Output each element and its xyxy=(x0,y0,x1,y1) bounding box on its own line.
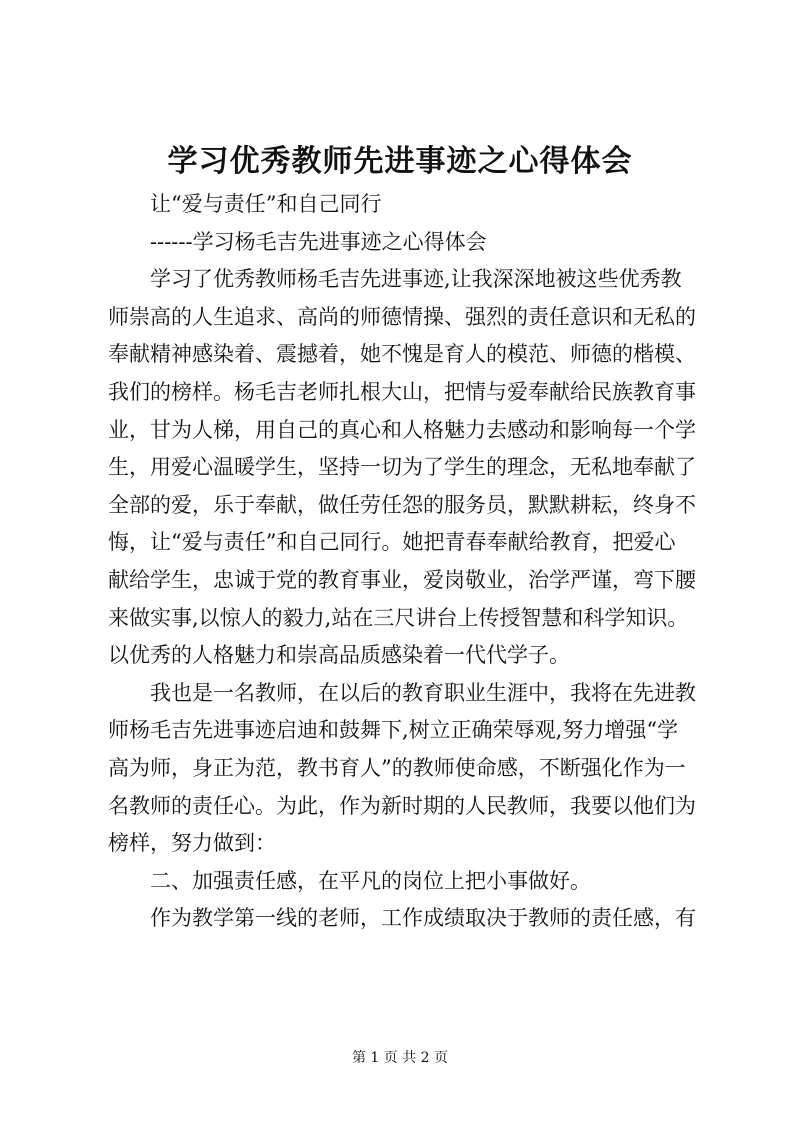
text-line: 二、加强责任感，在平凡的岗位上把小事做好。 xyxy=(150,868,591,893)
text-line: 作为教学第一线的老师，工作成绩取决于教师的责任感，有 xyxy=(150,906,696,931)
paragraph xyxy=(108,900,714,938)
text-line: 全部的爱，乐于奉献，做任劳任怨的服务员，默默耕耘，终身不 xyxy=(108,492,696,517)
document-body xyxy=(108,186,714,938)
text-line: 献给学生，忠诚于党的教育事业，爱岗敬业，治学严谨，弯下腰 xyxy=(108,567,696,592)
paragraph xyxy=(108,261,714,675)
paragraph xyxy=(108,186,714,224)
paragraph xyxy=(108,224,714,262)
paragraph xyxy=(108,675,714,863)
page-footer: 第 1 页 共 2 页 xyxy=(351,1050,449,1066)
text-line: 让“爱与责任”和自己同行 xyxy=(150,192,382,216)
text-line: 学习了优秀教师杨毛吉先进事迹,让我深深地被这些优秀教 xyxy=(150,267,682,292)
text-line: 师杨毛吉先进事迹启迪和鼓舞下,树立正确荣辱观,努力增强“学 xyxy=(108,718,679,743)
paragraph xyxy=(108,863,714,901)
text-line: 榜样，努力做到： xyxy=(108,831,276,856)
text-line: 以优秀的人格魅力和崇高品质感染着一代代学子。 xyxy=(108,643,570,668)
text-line: 我们的榜样。杨毛吉老师扎根大山，把情与爱奉献给民族教育事 xyxy=(108,379,696,404)
text-line: 我也是一名教师，在以后的教育职业生涯中，我将在先进教 xyxy=(150,680,696,705)
text-line: 业，甘为人梯，用自己的真心和人格魅力去感动和影响每一个学 xyxy=(108,417,696,442)
text-line: 名教师的责任心。为此，作为新时期的人民教师，我要以他们为 xyxy=(108,793,696,818)
text-line: 奉献精神感染着、震撼着，她不愧是育人的模范、师德的楷模、 xyxy=(108,342,696,367)
text-line: ------学习杨毛吉先进事迹之心得体会 xyxy=(150,229,487,254)
document-title: 学习优秀教师先进事迹之心得体会 xyxy=(167,144,633,179)
text-line: 来做实事,以惊人的毅力,站在三尺讲台上传授智慧和科学知识。 xyxy=(108,605,689,630)
text-line: 悔，让“爱与责任”和自己同行。她把青春奉献给教育，把爱心 xyxy=(108,530,676,555)
text-line: 师崇高的人生追求、高尚的师德情操、强烈的责任意识和无私的 xyxy=(108,304,696,329)
text-line: 高为师，身正为范，教书育人”的教师使命感，不断强化作为一 xyxy=(108,755,686,780)
text-line: 生，用爱心温暖学生，坚持一切为了学生的理念，无私地奉献了 xyxy=(108,455,696,480)
